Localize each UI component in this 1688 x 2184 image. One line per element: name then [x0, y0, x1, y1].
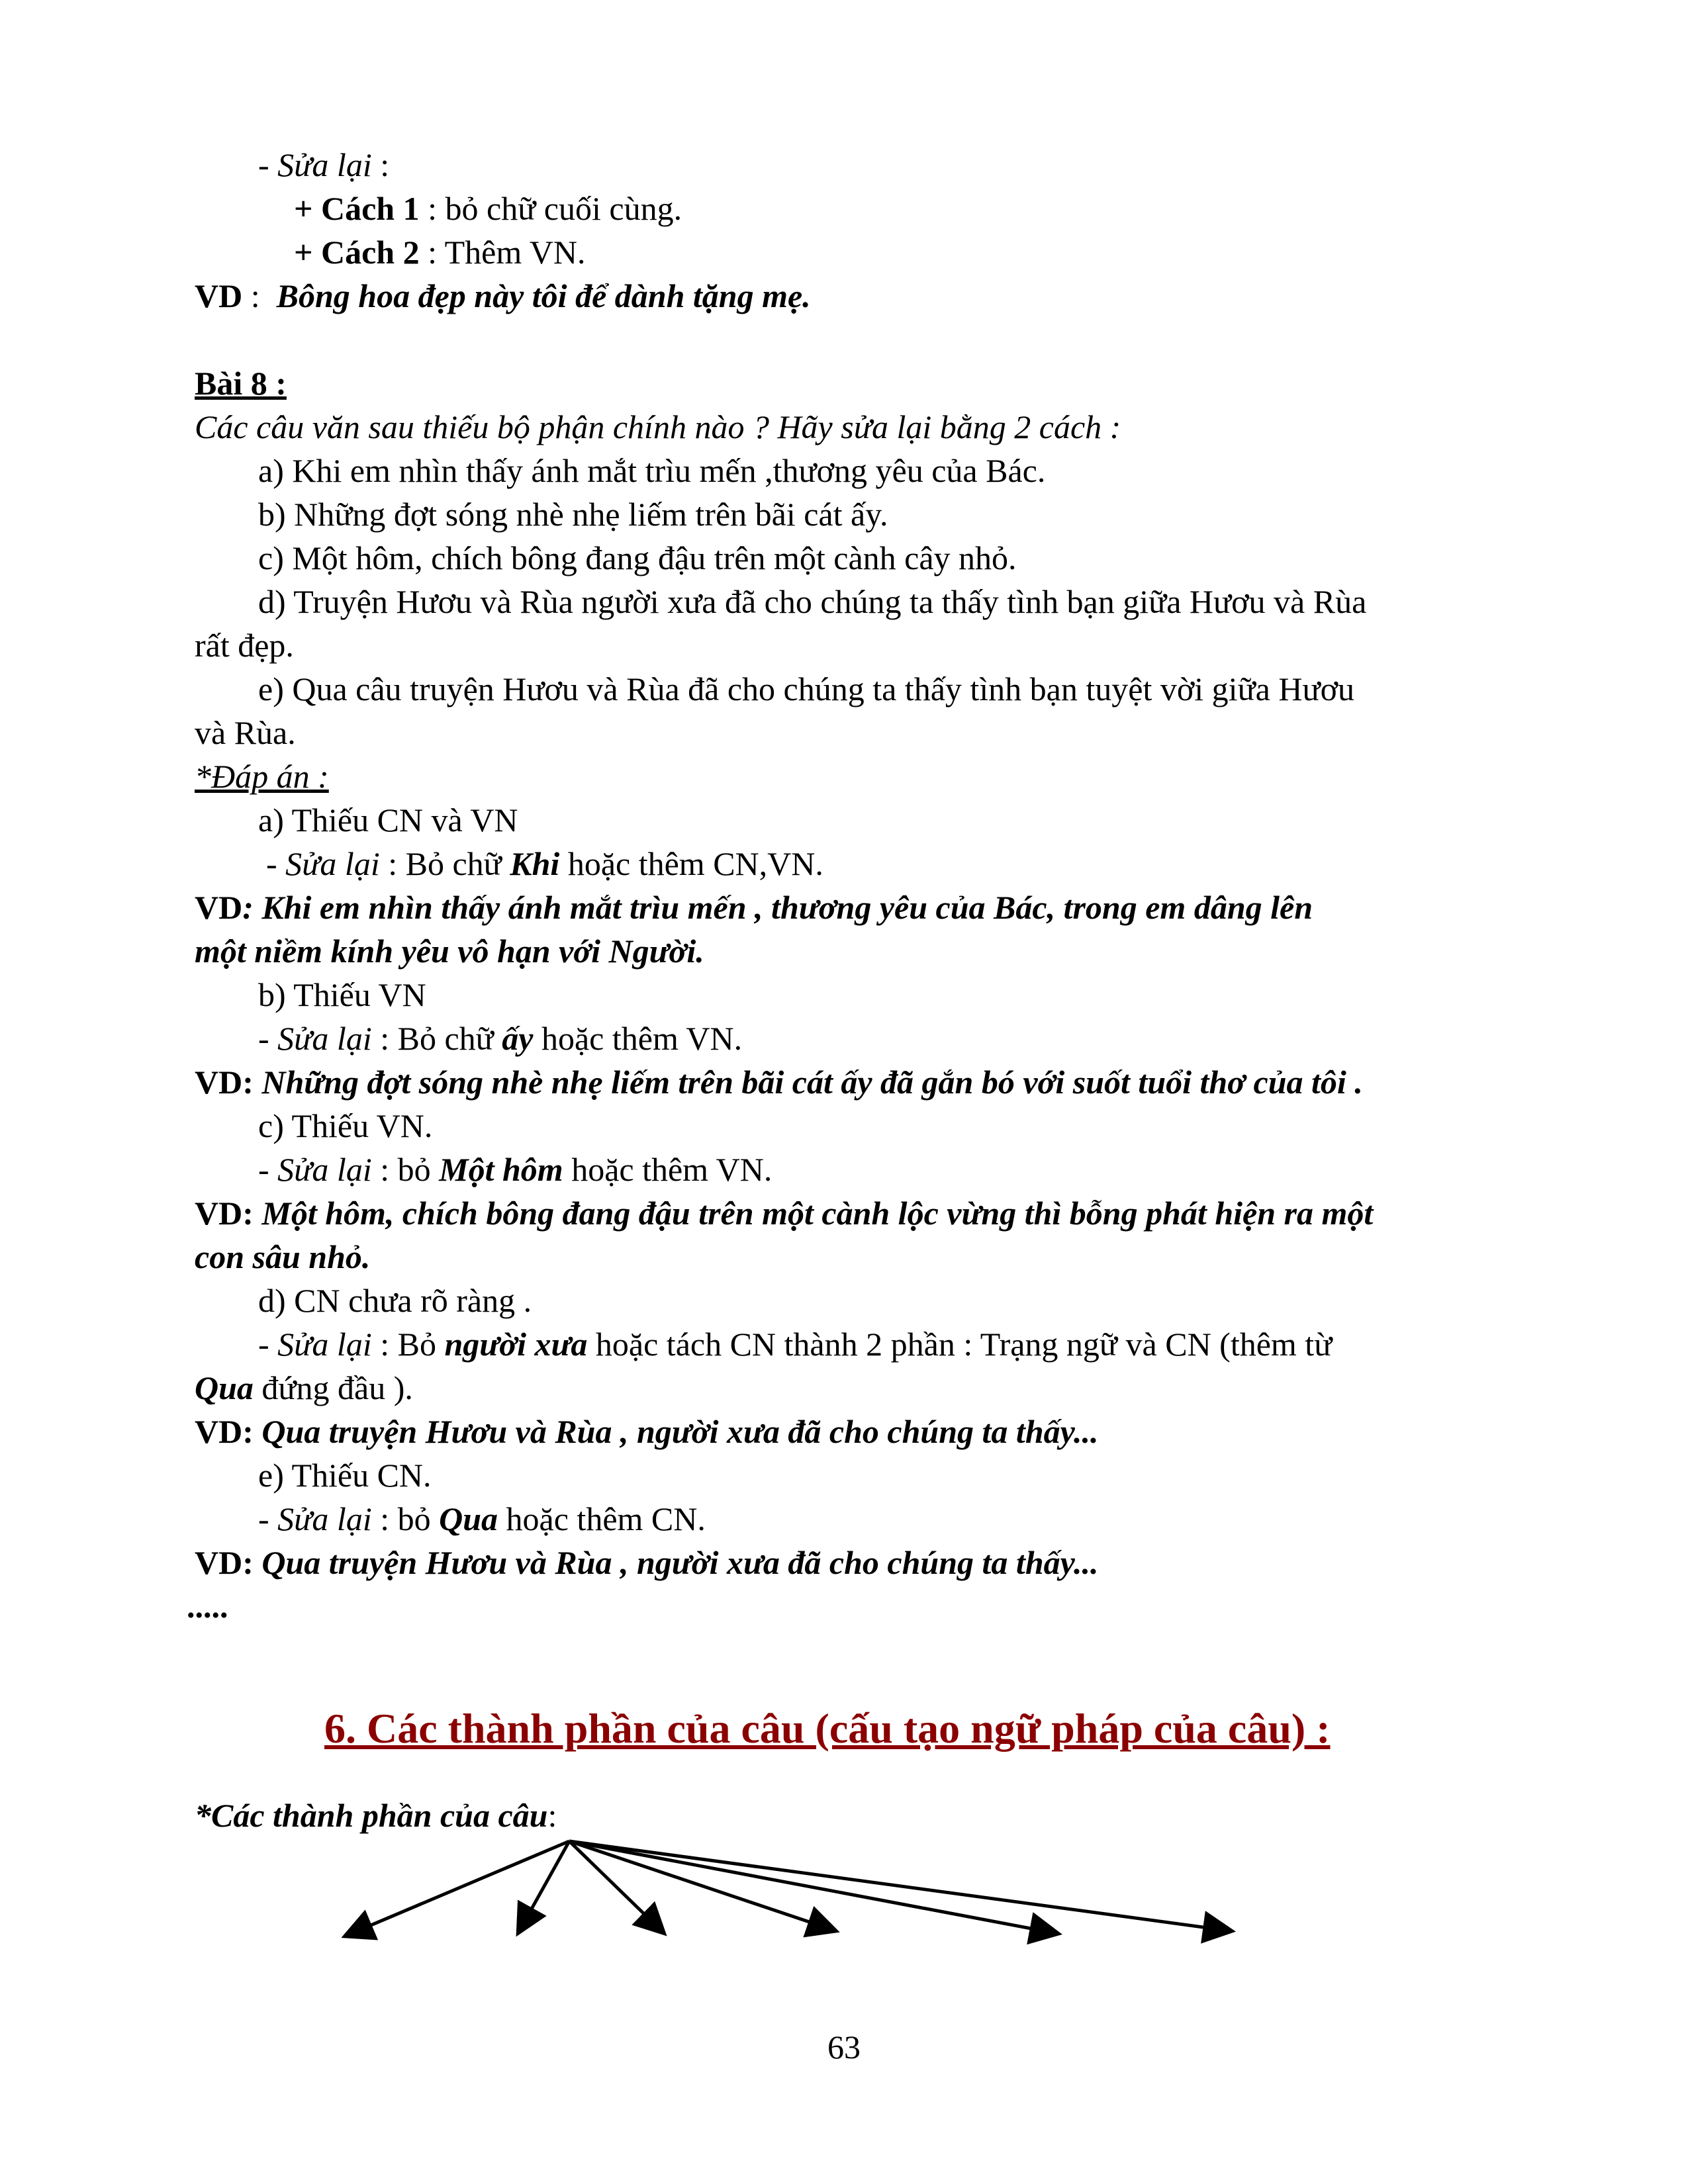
answer-a-fix: - Sửa lại : Bỏ chữ Khi hoặc thêm CN,VN.: [266, 845, 823, 882]
arrow-1: [344, 1841, 569, 1936]
answer-a-example-line2: một niềm kính yêu vô hạn với Người.: [195, 933, 704, 970]
fix-line-top: - Sửa lại :: [258, 146, 390, 183]
arrow-6: [569, 1841, 1233, 1931]
exercise-item-b: b) Những đợt sóng nhè nhẹ liếm trên bãi cát ấy.: [258, 496, 888, 533]
arrow-2: [518, 1841, 569, 1934]
example-line-top: VD : Bông hoa đẹp này tôi để dành tặng mẹ.: [195, 277, 811, 314]
fix-label: Sửa lại: [277, 146, 372, 183]
arrow-5: [569, 1841, 1059, 1934]
answer-d-head: d) CN chưa rõ ràng .: [258, 1282, 532, 1319]
answer-a-head: a) Thiếu CN và VN: [258, 801, 518, 839]
page-number: 63: [827, 2028, 861, 2066]
arrow-4: [569, 1841, 837, 1931]
answer-b-head: b) Thiếu VN: [258, 976, 426, 1013]
answer-e-fix: - Sửa lại : bỏ Qua hoặc thêm CN.: [258, 1500, 706, 1537]
method-1-line: + Cách 1 : bỏ chữ cuối cùng.: [294, 190, 682, 227]
answer-c-example-line2: con sâu nhỏ.: [195, 1238, 371, 1275]
answer-b-fix: - Sửa lại : Bỏ chữ ấy hoặc thêm VN.: [258, 1020, 743, 1057]
exercise-item-e-line1: e) Qua câu truyện Hươu và Rùa đã cho chúng ta thấy tình bạn tuyệt vời giữa Hươu: [258, 670, 1355, 707]
answer-c-fix: - Sửa lại : bỏ Một hôm hoặc thêm VN.: [258, 1151, 773, 1188]
answer-d-example: VD: Qua truyện Hươu và Rùa , người xưa đã cho chúng ta thấy...: [195, 1413, 1099, 1450]
section-6-heading: 6. Các thành phần của câu (cấu tạo ngữ pháp của câu) :: [324, 1705, 1331, 1752]
exercise-8-title: Bài 8 :: [195, 365, 287, 402]
exercise-item-c: c) Một hôm, chích bông đang đậu trên một cành cây nhỏ.: [258, 539, 1017, 576]
exercise-item-a: a) Khi em nhìn thấy ánh mắt trìu mến ,thương yêu của Bác.: [258, 452, 1046, 489]
exercise-item-d-line2: rất đẹp.: [195, 627, 294, 664]
answer-e-head: e) Thiếu CN.: [258, 1457, 432, 1494]
components-label-line: *Các thành phần của câu:: [195, 1797, 557, 1834]
exercise-item-d-line1: d) Truyện Hươu và Rùa người xưa đã cho chúng ta thấy tình bạn giữa Hươu và Rùa: [258, 583, 1367, 620]
exercise-8-question: Các câu văn sau thiếu bộ phận chính nào ? Hãy sửa lại bằng 2 cách :: [195, 408, 1121, 445]
answer-title: *Đáp án :: [195, 758, 329, 795]
ellipsis: .....: [187, 1588, 228, 1625]
answer-c-example-line1: VD: Một hôm, chích bông đang đậu trên một cành lộc vừng thì bỗng phát hiện ra một: [195, 1195, 1374, 1232]
method-2-line: + Cách 2 : Thêm VN.: [294, 234, 586, 271]
answer-e-example: VD: Qua truyện Hươu và Rùa , người xưa đã cho chúng ta thấy...: [195, 1544, 1099, 1581]
answer-d-fix-line1: - Sửa lại : Bỏ người xưa hoặc tách CN thành 2 phần : Trạng ngữ và CN (thêm từ: [258, 1326, 1333, 1363]
answer-d-fix-line2: Qua đứng đầu ).: [195, 1369, 413, 1406]
answer-a-example-line1: VD: Khi em nhìn thấy ánh mắt trìu mến , thương yêu của Bác, trong em dâng lên: [195, 889, 1313, 926]
answer-b-example: VD: Những đợt sóng nhè nhẹ liếm trên bãi cát ấy đã gắn bó với suốt tuổi thơ của tôi .: [195, 1064, 1363, 1101]
answer-c-head: c) Thiếu VN.: [258, 1107, 433, 1144]
exercise-item-e-line2: và Rùa.: [195, 714, 296, 751]
